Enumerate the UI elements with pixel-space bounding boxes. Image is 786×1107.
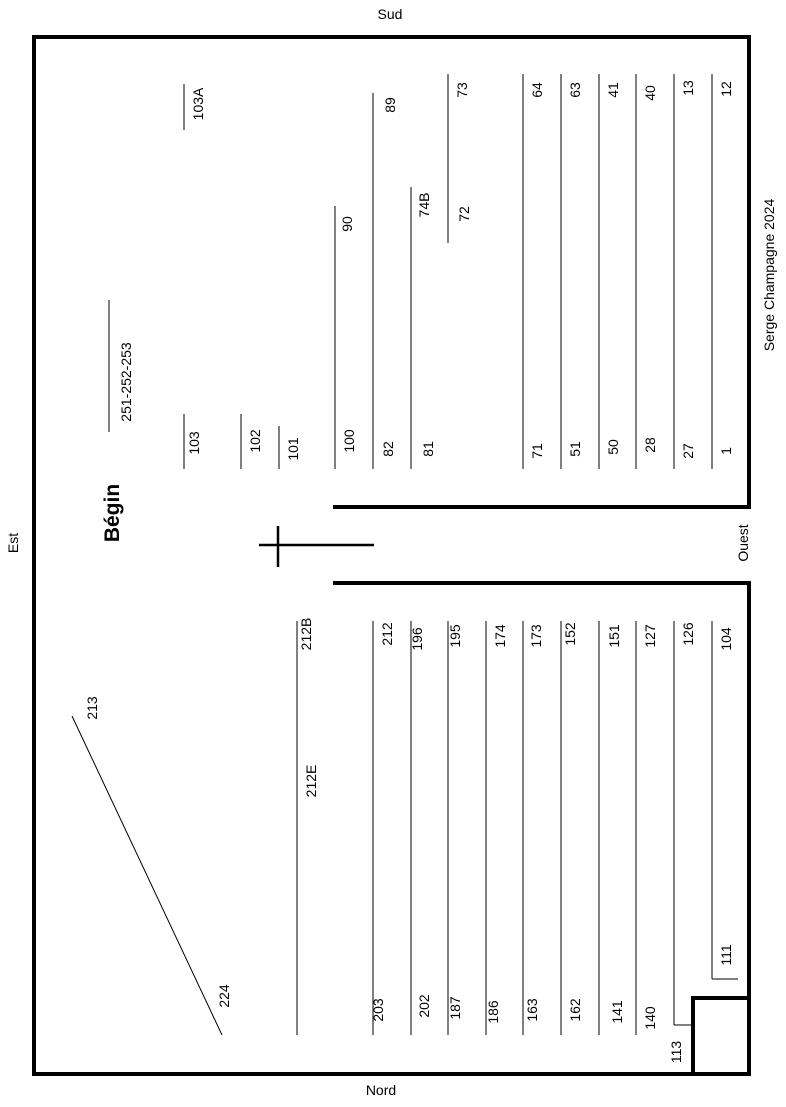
plot-number: 100 <box>341 429 357 453</box>
plot-number: 212 <box>379 622 395 646</box>
north-label: Nord <box>365 1082 397 1098</box>
plot-number: 41 <box>605 82 621 98</box>
plot-number: 202 <box>416 994 432 1018</box>
plot-number: 151 <box>606 624 622 648</box>
plot-number: 140 <box>642 1006 658 1030</box>
plot-number: 64 <box>529 82 545 98</box>
plot-number: 73 <box>454 82 470 98</box>
east-label: Est <box>5 532 21 554</box>
south-label: Sud <box>377 6 403 22</box>
plot-number: 186 <box>485 1000 501 1024</box>
plot-number: 174 <box>492 624 508 648</box>
plot-number: 126 <box>680 622 696 646</box>
plot-number: 162 <box>567 998 583 1022</box>
plot-number: 104 <box>718 627 734 651</box>
north-section <box>72 618 738 1064</box>
plot-number: 102 <box>247 429 263 453</box>
plot-number: 63 <box>567 82 583 98</box>
plot-number: 141 <box>609 1000 625 1024</box>
plot-number: 72 <box>456 206 472 222</box>
corner-building <box>693 998 749 1074</box>
plot-number: 28 <box>642 437 658 453</box>
plot-number: 82 <box>380 441 396 457</box>
plot-number: 213 <box>84 696 100 720</box>
plot-number: 212E <box>303 764 319 798</box>
plot-number: 27 <box>680 443 696 459</box>
plot-number: 173 <box>528 624 544 648</box>
plot-number: 103A <box>190 87 206 121</box>
plot-number: 195 <box>447 624 463 648</box>
plot-number: 12 <box>718 81 734 97</box>
south-section <box>109 74 734 469</box>
plot-number: 163 <box>524 998 540 1022</box>
plot-number: 1 <box>718 447 734 455</box>
plot-number: 74B <box>416 192 432 218</box>
plot-number: 101 <box>285 437 301 461</box>
plot-number: 71 <box>529 443 545 459</box>
author-credit: Serge Champagne 2024 <box>761 198 777 352</box>
plot-number: 203 <box>370 998 386 1022</box>
plot-number: 187 <box>447 996 463 1020</box>
plot-number: 51 <box>567 441 583 457</box>
plot-number: 103 <box>186 431 202 455</box>
plot-number: 89 <box>382 97 398 113</box>
plot-number: 81 <box>420 441 436 457</box>
plot-number: 40 <box>642 85 658 101</box>
plot-number: 212B <box>298 617 314 651</box>
west-label: Ouest <box>735 524 751 562</box>
plot-number: 113 <box>668 1040 684 1064</box>
plot-number: 50 <box>605 439 621 455</box>
plot-number: 152 <box>562 622 578 646</box>
plot-number: 251-252-253 <box>118 342 134 422</box>
plot-number: 127 <box>642 624 658 648</box>
cemetery-boundary <box>34 37 749 1074</box>
row-line <box>72 716 222 1035</box>
plot-number: 13 <box>680 80 696 96</box>
plot-number: 224 <box>216 984 232 1008</box>
plot-number: 111 <box>718 944 734 966</box>
plot-number: 196 <box>409 627 425 651</box>
cemetery-name: Bégin <box>101 483 124 543</box>
plot-number: 90 <box>339 216 355 232</box>
